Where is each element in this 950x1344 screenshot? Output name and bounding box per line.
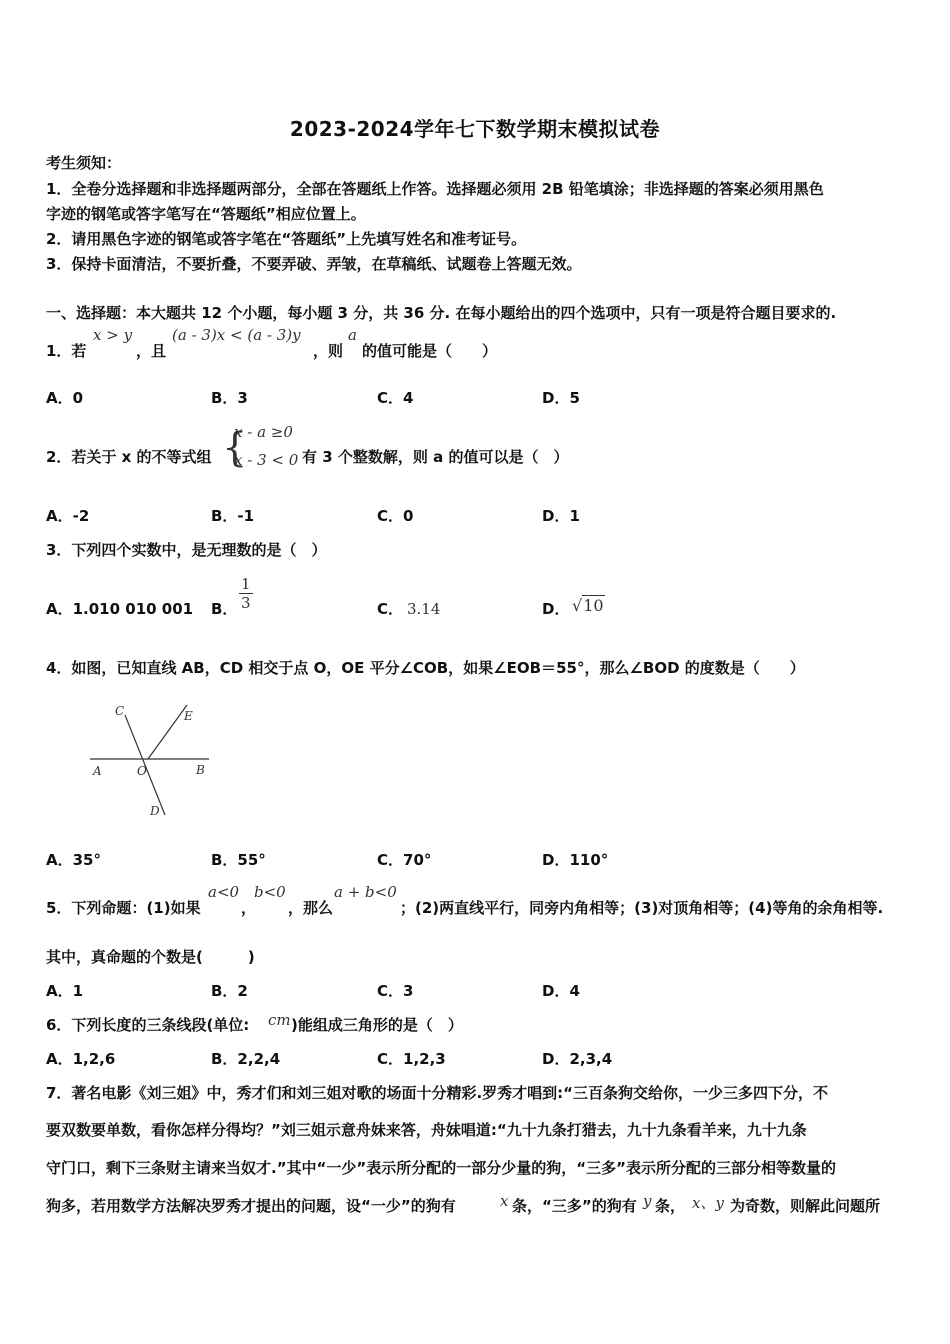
q6-option-c: C．1,2,3: [377, 1050, 446, 1068]
notice-item-1a: 1．全卷分选择题和非选择题两部分，全部在答题纸上作答。选择题必须用 2B 铅笔填涂；非选择题的答案必须用黑色: [46, 180, 824, 198]
notice-item-1b: 字迹的钢笔或答字笔写在“答题纸”相应位置上。: [46, 205, 366, 223]
q1-suffix: 的值可能是（ ）: [362, 342, 498, 360]
q3-option-b-label: B．: [211, 600, 238, 618]
q3-option-d-label: D．: [542, 600, 570, 618]
q3-b-numerator: 1: [241, 575, 251, 593]
q7-var-y: y: [643, 1192, 652, 1210]
q1-cond2: (a - 3)x < (a - 3)y: [172, 326, 301, 344]
notice-item-3: 3．保持卡面清洁，不要折叠，不要弄破、弄皱，在草稿纸、试题卷上答题无效。: [46, 255, 582, 273]
q5-part1: 5．下列命题：(1)如果: [46, 899, 201, 917]
q2-option-b: B．-1: [211, 507, 255, 525]
q3-d-radicand: 10: [583, 596, 604, 615]
q3-option-c-value: 3.14: [407, 600, 441, 618]
q3-option-b-fraction: [239, 575, 253, 612]
q6-option-d: D．2,3,4: [542, 1050, 613, 1068]
page-title: 2023-2024学年七下数学期末模拟试卷: [289, 117, 661, 141]
q2-option-d: D．1: [542, 507, 580, 525]
q7-line4b: 条，“三多”的狗有: [512, 1197, 637, 1215]
q7-line4a: 狗多，若用数学方法解决罗秀才提出的问题，设“一少”的狗有: [46, 1197, 456, 1215]
q5-option-d: D．4: [542, 982, 580, 1000]
q4-label-b: B: [196, 763, 205, 777]
q4-label-e: E: [184, 709, 193, 723]
section-heading: 一、选择题：本大题共 12 个小题，每小题 3 分，共 36 分. 在每小题给出的四个选项中，只有一项是符合题目要求的.: [46, 304, 837, 322]
q7-line4c: 条，: [655, 1197, 686, 1215]
q3-option-d-sqrt: √10: [572, 596, 604, 615]
q3-b-denominator: 3: [241, 594, 251, 612]
q7-line3: 守门口，剩下三条财主请来当奴才.”其中“一少”表示所分配的一部分少量的狗，“三多”表示所分配的三部分相等数量的: [46, 1159, 836, 1177]
q3-stem: 3．下列四个实数中，是无理数的是（ ）: [46, 541, 327, 559]
q4-label-a: A: [93, 764, 102, 778]
q1-option-d: D．5: [542, 389, 580, 407]
q4-label-d: D: [150, 804, 160, 818]
q4-option-d: D．110°: [542, 851, 609, 869]
q2-option-a: A．-2: [46, 507, 90, 525]
q1-option-b: B．3: [211, 389, 248, 407]
q2-brace: {: [222, 425, 248, 471]
q4-option-b: B．55°: [211, 851, 266, 869]
q1-option-a: A．0: [46, 389, 84, 407]
q2-suffix: 有 3 个整数解，则 a 的值可以是（ ）: [302, 448, 569, 466]
q1-mid: ，且: [136, 342, 167, 360]
q7-var-xy: x、y: [692, 1194, 724, 1212]
q6-unit: cm: [268, 1011, 291, 1029]
q5-expr1: a<0: [208, 883, 240, 901]
q4-option-c: C．70°: [377, 851, 432, 869]
notice-heading: 考生须知：: [46, 154, 122, 172]
q1-cond1: x > y: [93, 326, 133, 344]
q5-part3: ；(2)两直线平行，同旁内角相等；(3)对顶角相等；(4)等角的余角相等.: [400, 899, 884, 917]
q5-expr2: b<0: [254, 883, 286, 901]
q1-prefix: 1．若: [46, 342, 87, 360]
q5-option-a: A．1: [46, 982, 84, 1000]
q2-option-c: C．0: [377, 507, 414, 525]
q4-stem: 4．如图，已知直线 AB，CD 相交于点 O，OE 平分∠COB，如果∠EOB＝55°，那么∠BOD 的度数是（ ）: [46, 659, 805, 677]
q3-option-c-label: C．: [377, 600, 404, 618]
q4-figure: [85, 695, 215, 823]
q2-prefix: 2．若关于 x 的不等式组: [46, 448, 212, 466]
q1-mid2: ，则: [313, 342, 344, 360]
q5-expr3: a + b<0: [334, 883, 397, 901]
q3-option-a: A．1.010 010 001: [46, 600, 194, 618]
q7-var-x: x: [500, 1192, 509, 1210]
q6-option-a: A．1,2,6: [46, 1050, 116, 1068]
q4-option-a: A．35°: [46, 851, 101, 869]
q5-part2: ，那么: [288, 899, 334, 917]
q5-option-b: B．2: [211, 982, 248, 1000]
q2-line1: x - a ≥0: [234, 423, 293, 441]
q6-part2: )能组成三角形的是（ ）: [291, 1016, 463, 1034]
q5-option-c: C．3: [377, 982, 414, 1000]
q7-line4d: 为奇数，则解此问题所: [730, 1197, 881, 1215]
q5-question: 其中，真命题的个数是( ): [46, 948, 255, 966]
q2-line2: x - 3 < 0: [234, 451, 299, 469]
q7-line1: 7．著名电影《刘三姐》中，秀才们和刘三姐对歌的场面十分精彩.罗秀才唱到:“三百条狗交给你，一少三多四下分，不: [46, 1084, 828, 1102]
q5-comma: ，: [241, 899, 257, 917]
q1-var: a: [348, 326, 357, 344]
q1-option-c: C．4: [377, 389, 414, 407]
q6-option-b: B．2,2,4: [211, 1050, 281, 1068]
q4-label-o: O: [137, 764, 147, 778]
q7-line2: 要双数要单数，看你怎样分得均？”刘三姐示意舟妹来答，舟妹唱道:“九十九条打猎去，九十九条看羊来，九十九条: [46, 1121, 807, 1139]
q4-label-c: C: [115, 704, 125, 718]
notice-item-2: 2．请用黑色字迹的钢笔或答字笔在“答题纸”上先填写姓名和准考证号。: [46, 230, 527, 248]
q6-part1: 6．下列长度的三条线段(单位:: [46, 1016, 250, 1034]
